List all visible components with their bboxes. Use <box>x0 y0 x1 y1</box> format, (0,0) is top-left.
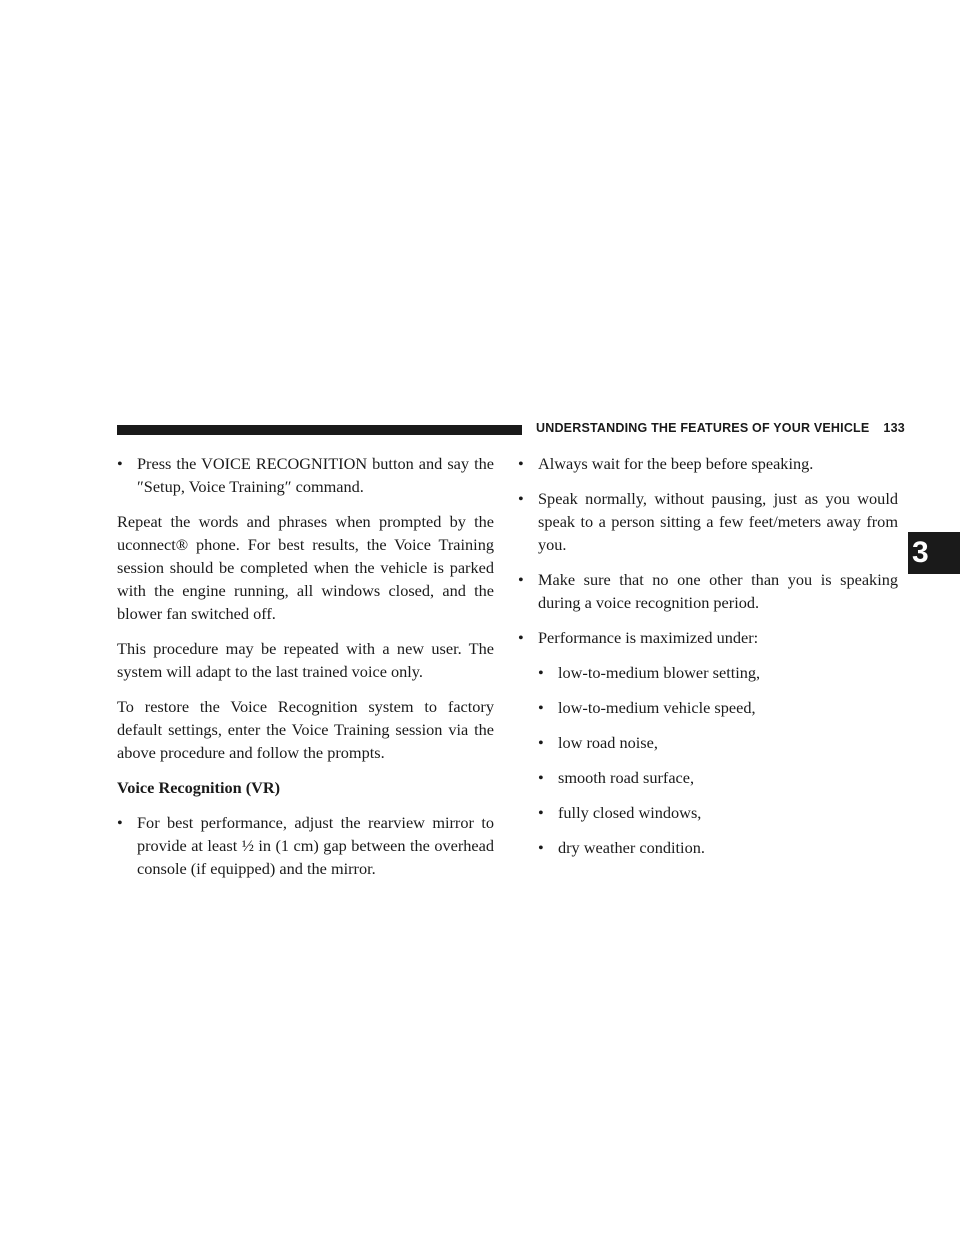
list-item: • Speak normally, without pausing, just as you would speak to a person sitting a few feet/meters away from you. <box>518 487 898 556</box>
chapter-tab: 3 <box>908 532 960 574</box>
page-number: 133 <box>883 421 905 435</box>
sub-list-item: • fully closed windows, <box>518 801 898 824</box>
list-item: • For best performance, adjust the rearview mirror to provide at least ½ in (1 cm) gap between the overhead console (if equipped) and the mirror. <box>117 811 494 880</box>
paragraph: To restore the Voice Recognition system to factory default settings, enter the Voice Training session via the above procedure and follow the prompts. <box>117 697 494 762</box>
list-item: • Make sure that no one other than you is speaking during a voice recognition period. <box>518 568 898 614</box>
running-header <box>536 421 905 435</box>
list-item: • Always wait for the beep before speaking. <box>518 452 898 475</box>
sub-list-item: • dry weather condition. <box>518 836 898 859</box>
section-heading: Voice Recognition (VR) <box>117 778 281 797</box>
paragraph: This procedure may be repeated with a new user. The system will adapt to the last trained voice only. <box>117 639 494 681</box>
paragraph: Repeat the words and phrases when prompted by the uconnect® phone. For best results, the Voice Training session should be completed when the vehicle is parked with the engine running, all windows closed, and the blower fan switched off. <box>117 512 494 623</box>
sub-list-item: • low-to-medium vehicle speed, <box>518 696 898 719</box>
sub-list-item: • low-to-medium blower setting, <box>518 661 898 684</box>
sub-list-item: • low road noise, <box>518 731 898 754</box>
right-column <box>518 452 898 871</box>
header-rule <box>117 425 522 435</box>
section-title: UNDERSTANDING THE FEATURES OF YOUR VEHICLE <box>536 421 870 435</box>
list-item: • Press the VOICE RECOGNITION button and say the ″Setup, Voice Training″ command. <box>117 452 494 498</box>
left-column <box>117 452 494 892</box>
list-item: • Performance is maximized under: <box>518 626 898 649</box>
sub-list-item: • smooth road surface, <box>518 766 898 789</box>
